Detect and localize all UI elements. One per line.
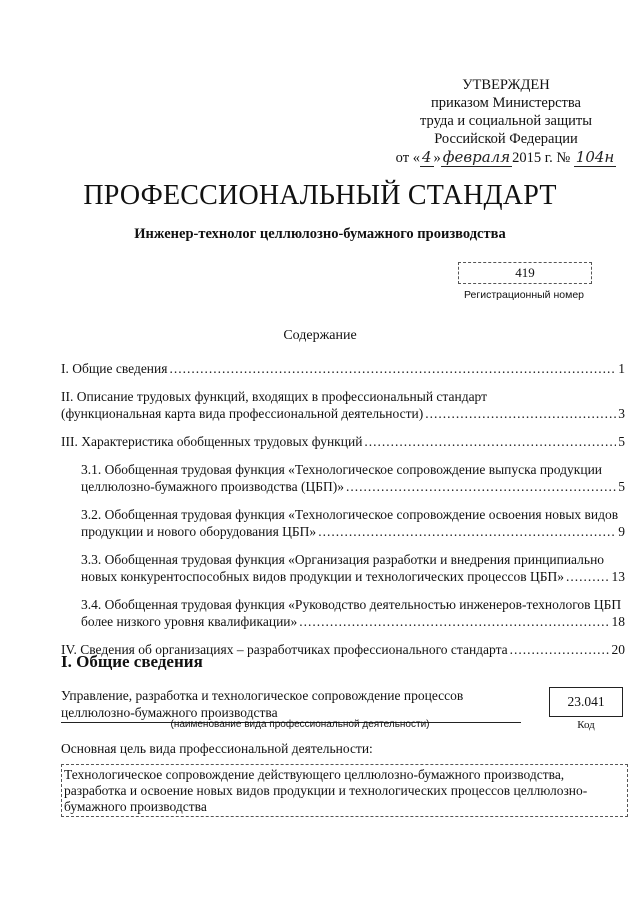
toc-leader-dots [169, 360, 616, 377]
toc-leader-dots [566, 568, 609, 585]
toc-entry-text: 3.3. Обобщенная трудовая функция «Организация разработки и внедрения принципиально [81, 552, 605, 567]
toc-entry-section-3-2[interactable] [81, 506, 625, 540]
toc-leader-dots [318, 523, 616, 540]
toc-entry-section-1[interactable] [61, 360, 625, 377]
toc-entry-text: новых конкурентоспособных видов продукции и технологических процессов ЦБП» [81, 569, 565, 584]
order-number-handwritten: 104н [575, 148, 615, 166]
toc-entry-text: целлюлозно-бумажного производства (ЦБП)» [81, 479, 344, 494]
date-mid: » [433, 150, 441, 166]
toc-leader-dots [364, 433, 616, 450]
toc-entry-section-2[interactable] [61, 388, 625, 422]
toc-leader-dots [346, 478, 616, 495]
activity-name-caption: (наименование вида профессиональной деятельности) [170, 719, 430, 730]
activity-code-box: 23.041 [549, 687, 623, 717]
toc-leader-dots [425, 405, 616, 422]
toc-leader-dots [299, 613, 609, 630]
toc-entry-text: 3.2. Обобщенная трудовая функция «Технологическое сопровождение освоения новых видов [81, 507, 619, 522]
toc-entry-text: 3.1. Обобщенная трудовая функция «Технологическое сопровождение выпуска продукции [81, 462, 603, 477]
section-general-info-title: I. Общие сведения [61, 652, 203, 671]
date-prefix: от « [395, 150, 420, 166]
toc-entry-text: IV. Сведения об организациях – разработчиках профессионального стандарта [61, 642, 508, 657]
approval-line-labor: труда и социальной защиты [420, 113, 592, 129]
approval-line-federation: Российской Федерации [434, 131, 578, 147]
toc-entry-section-3-1[interactable] [81, 461, 625, 495]
toc-page-number: 5 [618, 434, 625, 449]
toc-entry-text: (функциональная карта вида профессиональной деятельности) [61, 406, 424, 421]
toc-heading: Содержание [283, 328, 357, 343]
toc-page-number: 1 [618, 361, 625, 376]
activity-goal-label: Основная цель вида профессиональной деятельности: [61, 741, 373, 756]
activity-goal-text: Технологическое сопровождение действующего целлюлозно-бумажного производства, разработка и освоение новых видов продукции и технологических процессов целлюлозно-бумажного производства [61, 764, 628, 817]
document-title: ПРОФЕССИОНАЛЬНЫЙ СТАНДАРТ [83, 180, 557, 211]
date-year: 2015 г. № [512, 150, 571, 166]
toc-entry-text: более низкого уровня квалификации» [81, 614, 298, 629]
toc-entry-text: I. Общие сведения [61, 361, 168, 376]
toc-page-number: 3 [618, 406, 625, 421]
toc-entry-section-3[interactable] [61, 433, 625, 450]
toc-entry-text: продукции и нового оборудования ЦБП» [81, 524, 317, 539]
activity-code-label: Код [577, 719, 595, 731]
toc-page-number: 9 [618, 524, 625, 539]
toc-entry-section-3-4[interactable] [81, 596, 625, 630]
toc-page-number: 18 [611, 614, 625, 629]
approval-block [390, 76, 622, 167]
date-month-handwritten: февраля [442, 148, 511, 166]
toc-leader-dots [510, 641, 610, 658]
toc-entry-text: II. Описание трудовых функций, входящих в профессиональный стандарт [61, 389, 488, 404]
table-of-contents [61, 360, 625, 669]
registration-number-box: 419 [458, 262, 592, 284]
toc-page-number: 20 [611, 642, 625, 657]
approval-line-ministry: приказом Министерства [431, 95, 581, 111]
date-day-handwritten: 4 [421, 148, 432, 166]
approval-title: УТВЕРЖДЕН [462, 77, 550, 93]
activity-name-field: Управление, разработка и технологическое сопровождение процессов целлюлозно-бумажного производства [61, 687, 521, 723]
document-subtitle: Инженер-технолог целлюлозно-бумажного производства [134, 226, 506, 242]
toc-entry-text: III. Характеристика обобщенных трудовых функций [61, 434, 363, 449]
approval-date-line [390, 148, 622, 167]
toc-entry-section-3-3[interactable] [81, 551, 625, 585]
toc-entry-text: 3.4. Обобщенная трудовая функция «Руководство деятельностью инженеров-технологов ЦБП [81, 597, 622, 612]
toc-page-number: 5 [618, 479, 625, 494]
registration-number-label: Регистрационный номер [464, 289, 584, 301]
toc-page-number: 13 [611, 569, 625, 584]
